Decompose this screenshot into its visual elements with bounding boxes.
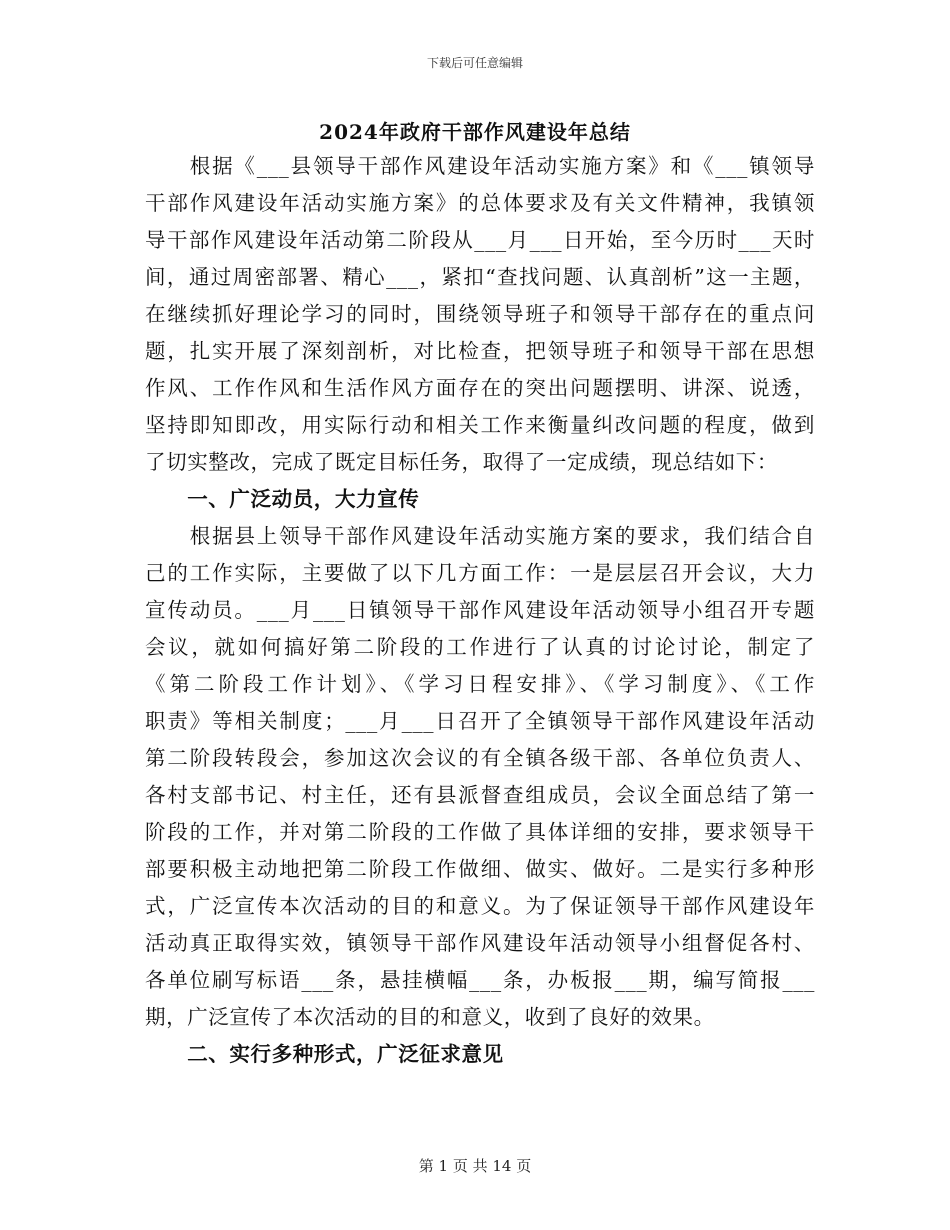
paragraph-line: 作风、工作作风和生活作风方面存在的突出问题摆明、讲深、说透， [145,376,815,400]
heading-text: 二、实行多种形式，广泛征求意见 [145,1042,504,1066]
paragraph-line: 题，扎实开展了深刻剖析，对比检查，把领导班子和领导干部在思想 [145,339,815,363]
paragraph-line: 第二阶段转段会，参加这次会议的有全镇各级干部、各单位负责人、 [145,746,815,770]
paragraph-line: 各村支部书记、村主任，还有县派督查组成员，会议全面总结了第一 [145,783,815,807]
paragraph-line: 根据《___县领导干部作风建设年活动实施方案》和《___镇领导 [145,154,815,178]
paragraph [145,148,815,481]
paragraph-line: 坚持即知即改，用实际行动和相关工作来衡量纠改问题的程度，做到 [145,413,815,437]
section-heading [145,481,815,518]
paragraph-line: 期，广泛宣传了本次活动的目的和意义，收到了良好的效果。 [145,1005,715,1029]
paragraph-line: 根据县上领导干部作风建设年活动实施方案的要求，我们结合自 [145,524,815,548]
paragraph-line: 《第二阶段工作计划》、《学习日程安排》、《学习制度》、《工作 [145,672,815,696]
heading-text: 一、广泛动员，大力宣传 [145,487,420,511]
paragraph-line: 会议，就如何搞好第二阶段的工作进行了认真的讨论讨论，制定了 [145,635,815,659]
paragraph-line: 阶段的工作，并对第二阶段的工作做了具体详细的安排，要求领导干 [145,820,815,844]
paragraph-line: 式，广泛宣传本次活动的目的和意义。为了保证领导干部作风建设年 [145,894,815,918]
paragraph-line: 导干部作风建设年活动第二阶段从___月___日开始，至今历时___天时 [145,228,815,252]
paragraph-line: 各单位刷写标语___条，悬挂横幅___条，办板报___期，编写简报___ [145,968,815,992]
paragraph-line: 在继续抓好理论学习的同时，围绕领导班子和领导干部存在的重点问 [145,302,815,326]
paragraph-line: 宣传动员。___月___日镇领导干部作风建设年活动领导小组召开专题 [145,598,815,622]
page-footer: 第 1 页 共 14 页 [418,1157,532,1175]
document-title: 2024年政府干部作风建设年总结 [319,120,631,144]
section-heading [145,1036,815,1073]
paragraph-line: 活动真正取得实效，镇领导干部作风建设年活动领导小组督促各村、 [145,931,815,955]
paragraph-line: 部要积极主动地把第二阶段工作做细、做实、做好。二是实行多种形 [145,857,815,881]
paragraph-line: 了切实整改，完成了既定目标任务，取得了一定成绩，现总结如下： [145,450,778,474]
paragraph [145,518,815,1036]
paragraph-line: 职责》等相关制度；___月___日召开了全镇领导干部作风建设年活动 [145,709,815,733]
paragraph-line: 间，通过周密部署、精心___，紧扣“查找问题、认真剖析”这一主题， [145,265,815,289]
paragraph-line: 己的工作实际，主要做了以下几方面工作：一是层层召开会议，大力 [145,561,815,585]
document-body [145,148,815,1073]
header-note: 下载后可任意编辑 [426,56,523,70]
paragraph-line: 干部作风建设年活动实施方案》的总体要求及有关文件精神，我镇领 [145,191,815,215]
